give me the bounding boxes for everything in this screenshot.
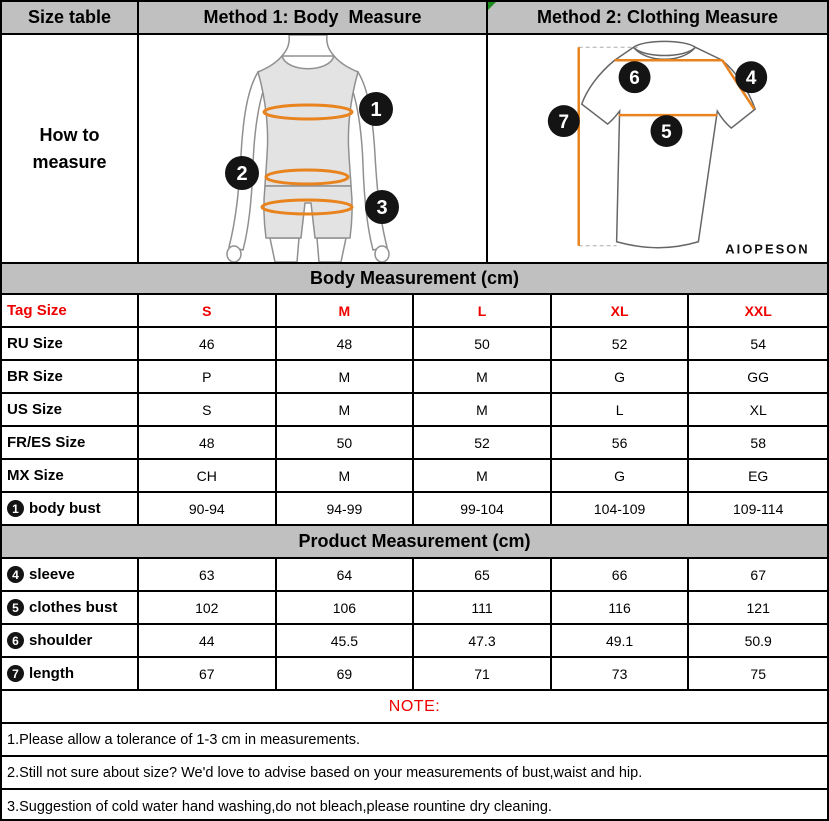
table-row <box>2 328 827 361</box>
size-col-s: S <box>139 295 277 326</box>
note-item-2: 2.Still not sure about size? We'd love to advise based on your measurements of bust,waist and hip. <box>7 764 643 781</box>
table-cell: 121 <box>746 599 770 616</box>
clothing-measure-illustration <box>488 35 827 262</box>
ru-size-label: RU Size <box>2 328 139 359</box>
marker-1-chip-icon: 1 <box>7 500 24 517</box>
table-cell: 52 <box>414 427 552 458</box>
table-cell: 75 <box>750 665 766 682</box>
clothes-bust-label: 5 clothes bust <box>2 592 139 623</box>
svg-text:3: 3 <box>376 197 388 219</box>
table-row <box>2 361 827 394</box>
table-cell: 48 <box>139 427 277 458</box>
top-header-row <box>2 2 827 35</box>
table-cell: 48 <box>277 328 415 359</box>
table-cell: GG <box>747 368 770 385</box>
method1-header-cell <box>139 2 488 33</box>
table-cell: 47.3 <box>414 625 552 656</box>
table-cell: 50 <box>414 328 552 359</box>
table-row <box>2 460 827 493</box>
table-cell: 65 <box>414 559 552 590</box>
cell-flag-icon <box>488 2 496 10</box>
table-cell: 52 <box>552 328 690 359</box>
method1-title: Method 1: Body Measure <box>203 7 422 27</box>
length-label: 7 length <box>2 658 139 689</box>
table-cell: 104-109 <box>552 493 690 524</box>
table-cell: 54 <box>750 335 766 352</box>
table-cell: 106 <box>277 592 415 623</box>
table-cell: 50 <box>277 427 415 458</box>
note-band <box>2 691 827 724</box>
marker-1-icon <box>359 92 393 126</box>
tshirt-figure-icon <box>488 35 827 262</box>
body-bust-label: 1 body bust <box>2 493 139 524</box>
tshirt-outline <box>582 47 755 247</box>
table-row <box>2 625 827 658</box>
table-cell: M <box>414 361 552 392</box>
table-row <box>2 658 827 691</box>
table-cell: 69 <box>277 658 415 689</box>
body-measurement-title: Body Measurement (cm) <box>309 268 520 288</box>
body-neck <box>282 35 334 56</box>
marker-5-icon <box>651 115 683 147</box>
table-cell: M <box>277 361 415 392</box>
table-cell: M <box>277 394 415 425</box>
svg-text:5: 5 <box>661 122 672 144</box>
table-cell: 71 <box>414 658 552 689</box>
table-cell: 64 <box>277 559 415 590</box>
note-item-1: 1.Please allow a tolerance of 1-3 cm in measurements. <box>7 731 361 748</box>
table-row <box>2 592 827 625</box>
table-cell: 116 <box>552 592 690 623</box>
note-title: NOTE: <box>388 697 441 715</box>
size-col-m: M <box>277 295 415 326</box>
body-left-hand <box>227 246 241 262</box>
table-cell: 99-104 <box>414 493 552 524</box>
svg-text:1: 1 <box>370 99 382 121</box>
table-cell: 94-99 <box>277 493 415 524</box>
tshirt-collar-back <box>634 41 696 47</box>
note-row <box>2 757 827 790</box>
how-to-measure-cell <box>2 35 139 262</box>
note-item-3: 3.Suggestion of cold water hand washing,do not bleach,please rountine dry cleaning. <box>7 798 552 815</box>
fres-size-label: FR/ES Size <box>2 427 139 458</box>
table-cell: P <box>139 361 277 392</box>
table-cell: M <box>277 460 415 491</box>
table-row <box>2 559 827 592</box>
brand-label: AIOPESON <box>725 241 810 257</box>
table-row <box>2 394 827 427</box>
table-cell: 66 <box>552 559 690 590</box>
marker-4-chip-icon: 4 <box>7 566 24 583</box>
table-cell: L <box>552 394 690 425</box>
method2-header-cell <box>488 2 827 33</box>
shoulder-label: 6 shoulder <box>2 625 139 656</box>
note-row <box>2 724 827 757</box>
body-measurement-band <box>2 264 827 295</box>
product-measurement-band <box>2 526 827 559</box>
table-cell: 102 <box>139 592 277 623</box>
tag-size-label: Tag Size <box>2 295 139 326</box>
size-col-xxl: XXL <box>744 302 772 319</box>
marker-4-icon <box>735 61 767 93</box>
marker-5-chip-icon: 5 <box>7 599 24 616</box>
table-cell: 90-94 <box>139 493 277 524</box>
table-cell: 44 <box>139 625 277 656</box>
table-cell: 49.1 <box>552 625 690 656</box>
mx-size-label: MX Size <box>2 460 139 491</box>
tag-size-row <box>2 295 827 328</box>
marker-3-icon <box>365 190 399 224</box>
table-cell: S <box>139 394 277 425</box>
table-row <box>2 493 827 526</box>
table-cell: 67 <box>750 566 766 583</box>
table-cell: 73 <box>552 658 690 689</box>
table-cell: M <box>414 460 552 491</box>
method2-title: Method 2: Clothing Measure <box>536 7 778 27</box>
table-cell: 58 <box>750 434 766 451</box>
table-cell: 109-114 <box>733 500 784 517</box>
illustration-row <box>2 35 827 264</box>
br-size-label: BR Size <box>2 361 139 392</box>
note-row <box>2 790 827 821</box>
table-cell: EG <box>748 467 769 484</box>
table-cell: 46 <box>139 328 277 359</box>
marker-6-chip-icon: 6 <box>7 632 24 649</box>
body-right-leg <box>317 238 346 262</box>
table-cell: CH <box>139 460 277 491</box>
size-col-xl: XL <box>552 295 690 326</box>
size-table-header-cell <box>2 2 139 33</box>
marker-2-icon <box>225 156 259 190</box>
table-cell: 67 <box>139 658 277 689</box>
table-cell: 56 <box>552 427 690 458</box>
product-measurement-title: Product Measurement (cm) <box>298 531 531 551</box>
table-row <box>2 427 827 460</box>
marker-7-chip-icon: 7 <box>7 665 24 682</box>
table-cell: M <box>414 394 552 425</box>
size-col-l: L <box>414 295 552 326</box>
us-size-label: US Size <box>2 394 139 425</box>
table-cell: 63 <box>139 559 277 590</box>
table-cell: 45.5 <box>277 625 415 656</box>
size-table-title: Size table <box>27 7 112 27</box>
body-measure-illustration <box>139 35 488 262</box>
table-cell: XL <box>749 401 767 418</box>
body-figure-icon <box>139 35 486 262</box>
table-cell: G <box>552 361 690 392</box>
body-left-leg <box>270 238 299 262</box>
svg-text:6: 6 <box>629 68 640 90</box>
body-right-hand <box>375 246 389 262</box>
table-cell: 111 <box>414 592 552 623</box>
how-to-measure-label: How to measure <box>32 124 107 172</box>
body-tank-top <box>258 56 358 186</box>
svg-text:7: 7 <box>558 112 570 134</box>
marker-6-icon <box>619 61 651 93</box>
sleeve-label: 4 sleeve <box>2 559 139 590</box>
svg-text:2: 2 <box>236 163 248 185</box>
marker-7-icon <box>548 105 580 137</box>
svg-text:4: 4 <box>745 68 757 90</box>
table-cell: 50.9 <box>744 632 772 649</box>
table-cell: G <box>552 460 690 491</box>
